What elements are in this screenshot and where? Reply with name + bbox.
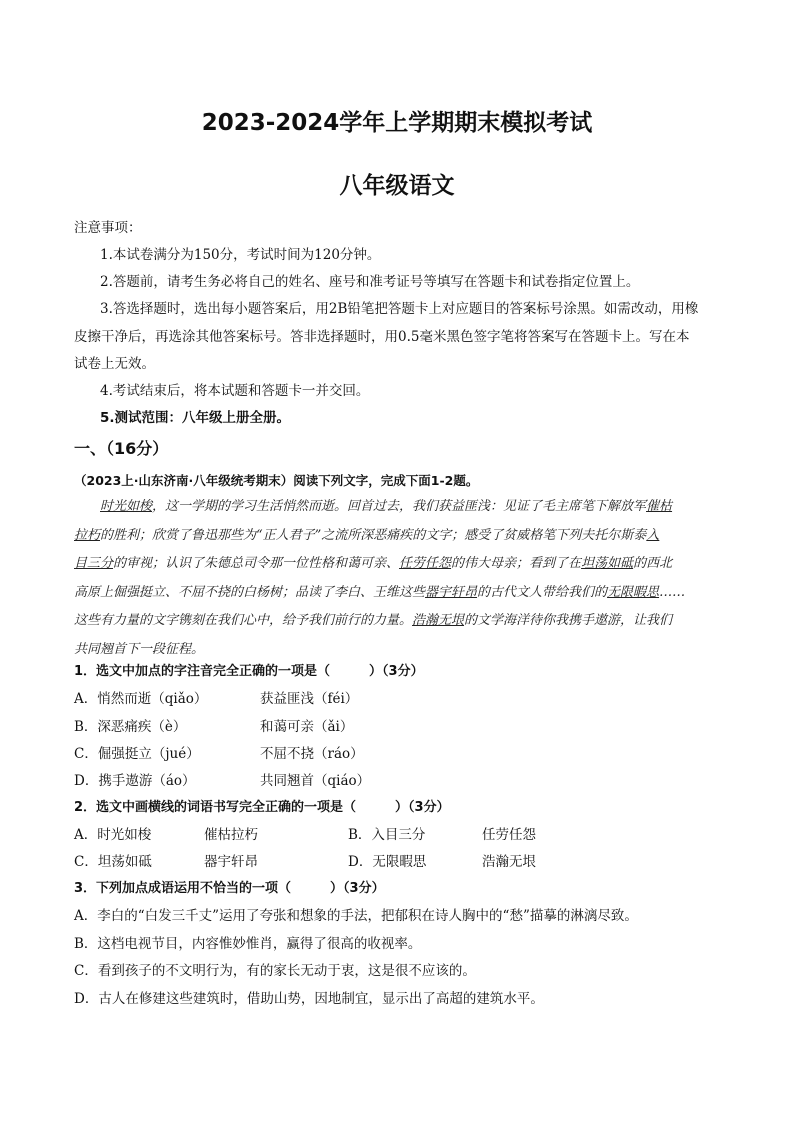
underlined-term: 入 xyxy=(646,527,660,543)
q2-option-c-second: 器宇轩昂 xyxy=(204,854,258,870)
question-1-stem: 1．选文中加点的字注音完全正确的一项是（ ）（3分） xyxy=(74,664,424,679)
passage-text: 这些有力量的文字镌刻在我们心中，给予我们前行的力量。 xyxy=(74,613,413,628)
passage-text: ，这一学期的学习生活悄然而逝。回首过去，我们获益匪浅：见证了毛主席笔下解放军 xyxy=(152,499,647,514)
notice-item: 1.本试卷满分为150分，考试时间为120分钟。 xyxy=(100,247,381,263)
passage-text: 的文学海洋待你我携手遨游，让我们 xyxy=(464,613,673,628)
notice-item: 皮擦干净后，再选涂其他答案标号。答非选择题时，用0.5毫米黑色签字笔将答案写在答题卡上。写在本 xyxy=(74,329,690,345)
q3-option-c[interactable]: C．看到孩子的不文明行为，有的家长无动于衷，这是很不应该的。 xyxy=(74,963,476,979)
q1-option-b[interactable]: B．深恶痛疾（è） xyxy=(74,719,187,735)
notice-item: 5.测试范围：八年级上册全册。 xyxy=(100,410,291,426)
underlined-term: 时光如梭 xyxy=(100,499,153,514)
page-subtitle: 八年级语文 xyxy=(339,173,455,199)
passage-text: 高原上倔强挺立、不屈不挠的白杨树；品读了李白、王维这些 xyxy=(74,584,426,600)
q1-option-d-second: 共同翘首（qiáo） xyxy=(260,773,371,789)
passage-text: 的伟大母亲；看到了在 xyxy=(451,556,582,571)
q1-option-c-second: 不屈不挠（ráo） xyxy=(260,746,364,762)
notice-item: 3.答选择题时，选出每小题答案后，用2B铅笔把答题卡上对应题目的答案标号涂黑。如需改动，用橡 xyxy=(100,301,699,317)
notice-item: 试卷上无效。 xyxy=(74,356,155,372)
underlined-term: 浩瀚无垠 xyxy=(412,613,465,628)
q2-option-d[interactable]: D．无限暇思 xyxy=(348,854,427,870)
underlined-term: 无限暇思 xyxy=(607,584,660,600)
underlined-term: 器宇轩昂 xyxy=(425,584,478,600)
q1-option-c[interactable]: C．倔强挺立（jué） xyxy=(74,746,200,762)
underlined-term: 目三分 xyxy=(74,556,114,571)
underlined-term: 拉朽 xyxy=(74,527,101,543)
passage-text: 的古代文人带给我们的 xyxy=(477,584,608,600)
passage-text: …… xyxy=(659,584,686,600)
q2-option-d-second: 浩瀚无垠 xyxy=(482,854,536,870)
q1-option-d[interactable]: D．携手遨游（áo） xyxy=(74,773,196,789)
question-2-stem: 2．选文中画横线的词语书写完全正确的一项是（ ）（3分） xyxy=(74,800,450,815)
q1-option-a[interactable]: A．悄然而逝（qiǎo） xyxy=(74,691,208,707)
notice-item: 2.答题前，请考生务必将自己的姓名、座号和准考证号等填写在答题卡和试卷指定位置上。 xyxy=(100,274,640,290)
passage-text: 的审视；认识了朱德总司令那一位性格和蔼可亲、 xyxy=(113,556,400,571)
passage-text: 的西北 xyxy=(633,556,673,571)
q2-option-c[interactable]: C．坦荡如砥 xyxy=(74,854,152,870)
section-heading: 一、（16分） xyxy=(74,439,169,458)
q1-option-b-second: 和蔼可亲（ǎi） xyxy=(260,719,354,735)
q3-option-a[interactable]: A．李白的“白发三千丈”运用了夸张和想象的手法，把郁积在诗人胸中的“愁”描摹的淋漓尽致。 xyxy=(74,908,638,924)
q2-option-b-second: 任劳任怨 xyxy=(482,827,536,843)
q1-option-a-second: 获益匪浅（féi） xyxy=(260,691,359,707)
reading-passage xyxy=(74,493,716,664)
underlined-term: 坦荡如砥 xyxy=(581,556,634,571)
passage-text: 的胜利；欣赏了鲁迅那些为“正人君子”之流所深恶痛疾的文字；感受了贫威格笔下列夫托尔斯泰 xyxy=(100,527,647,543)
passage-text: 共同翘首下一段征程。 xyxy=(74,641,205,657)
q2-option-a-second: 催枯拉朽 xyxy=(204,827,258,843)
underlined-term: 催枯 xyxy=(646,499,673,514)
q3-option-d[interactable]: D．古人在修建这些建筑时，借助山势，因地制宜，显示出了高超的建筑水平。 xyxy=(74,991,544,1007)
notice-item: 4.考试结束后，将本试题和答题卡一并交回。 xyxy=(100,383,370,399)
q3-option-b[interactable]: B．这档电视节目，内容惟妙惟肖，赢得了很高的收视率。 xyxy=(74,936,422,952)
passage-source: （2023上·山东济南·八年级统考期末）阅读下列文字，完成下面1-2题。 xyxy=(74,473,479,488)
notice-heading: 注意事项： xyxy=(74,220,142,236)
question-3-stem: 3．下列加点成语运用不恰当的一项（ ）（3分） xyxy=(74,881,385,896)
q2-option-a[interactable]: A．时光如梭 xyxy=(74,827,152,843)
q2-option-b[interactable]: B．入目三分 xyxy=(348,827,426,843)
underlined-term: 任劳任怨 xyxy=(399,556,452,571)
page-title: 2023-2024学年上学期期末模拟考试 xyxy=(201,110,593,136)
